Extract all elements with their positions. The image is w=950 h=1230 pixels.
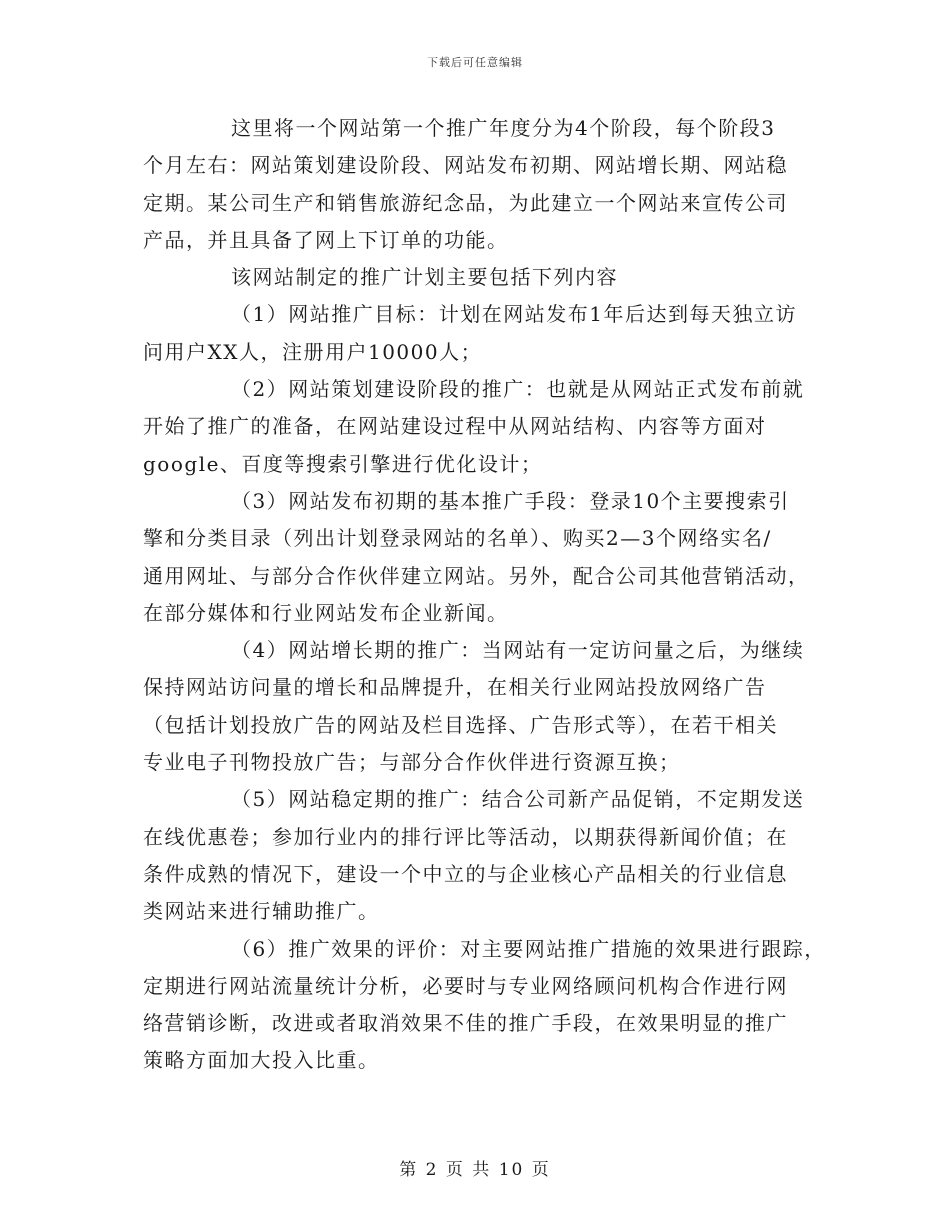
paragraph-line: 定期进行网站流量统计分析，必要时与专业网络顾问机构合作进行网 (143, 973, 788, 998)
paragraph-item-4 (143, 632, 808, 781)
paragraph-line: 在部分媒体和行业网站发布企业新闻。 (143, 600, 509, 625)
paragraph-line: 产品，并且具备了网上下订单的功能。 (143, 227, 509, 252)
paragraph-line: 条件成熟的情况下，建设一个中立的与企业核心产品相关的行业信息 (143, 861, 788, 886)
paragraph-line: （4）网站增长期的推广：当网站有一定访问量之后，为继续 (231, 638, 805, 663)
paragraph-line: 擎和分类目录（列出计划登录网站的名单）、购买2—3个网络实名/ (143, 526, 772, 551)
paragraph-line: （2）网站策划建设阶段的推广：也就是从网站正式发布前就 (231, 377, 805, 402)
paragraph-line: （3）网站发布初期的基本推广手段：登录10个主要搜索引 (231, 488, 790, 513)
paragraph-plan-heading (143, 259, 808, 296)
paragraph-line: 该网站制定的推广计划主要包括下列内容 (231, 265, 618, 290)
paragraph-line: 类网站来进行辅助推广。 (143, 899, 380, 924)
paragraph-item-2 (143, 371, 808, 483)
paragraph-line: 策略方面加大投入比重。 (143, 1048, 380, 1073)
paragraph-item-6 (143, 931, 826, 1080)
paragraph-line: google、百度等搜索引擎进行优化设计； (143, 451, 543, 476)
paragraph-line: 个月左右：网站策划建设阶段、网站发布初期、网站增长期、网站稳 (143, 153, 788, 178)
paragraph-item-3 (143, 483, 808, 632)
paragraph-item-5 (143, 781, 808, 930)
document-body (143, 110, 826, 1080)
paragraph-line: （包括计划投放广告的网站及栏目选择、广告形式等），在若干相关 (143, 712, 778, 737)
paragraph-line: （1）网站推广目标：计划在网站发布1年后达到每天独立访 (231, 302, 797, 327)
paragraph-line: 专业电子刊物投放广告；与部分合作伙伴进行资源互换； (143, 750, 681, 775)
paragraph-line: 问用户XX人，注册用户10000人； (143, 339, 483, 364)
paragraph-line: 在线优惠卷；参加行业内的排行评比等活动，以期获得新闻价值；在 (143, 824, 788, 849)
paragraph-line: 这里将一个网站第一个推广年度分为4个阶段，每个阶段3 (231, 116, 776, 140)
page-header: 下载后可任意编辑 (427, 56, 523, 69)
paragraph-line: 通用网址、与部分合作伙伴建立网站。另外，配合公司其他营销活动， (143, 563, 810, 588)
paragraph-line: 定期。某公司生产和销售旅游纪念品，为此建立一个网站来宣传公司 (143, 190, 788, 215)
paragraph-line: 络营销诊断，改进或者取消效果不佳的推广手段，在效果明显的推广 (143, 1011, 788, 1036)
paragraph-intro (143, 110, 808, 259)
paragraph-line: （5）网站稳定期的推广：结合公司新产品促销，不定期发送 (231, 787, 805, 812)
paragraph-line: 保持网站访问量的增长和品牌提升，在相关行业网站投放网络广告 (143, 675, 767, 700)
paragraph-item-1 (143, 296, 808, 371)
paragraph-line: （6）推广效果的评价：对主要网站推广措施的效果进行跟踪， (231, 936, 826, 961)
page-number-footer: 第 2 页 共 10 页 (399, 1160, 551, 1180)
paragraph-line: 开始了推广的准备，在网站建设过程中从网站结构、内容等方面对 (143, 414, 767, 439)
